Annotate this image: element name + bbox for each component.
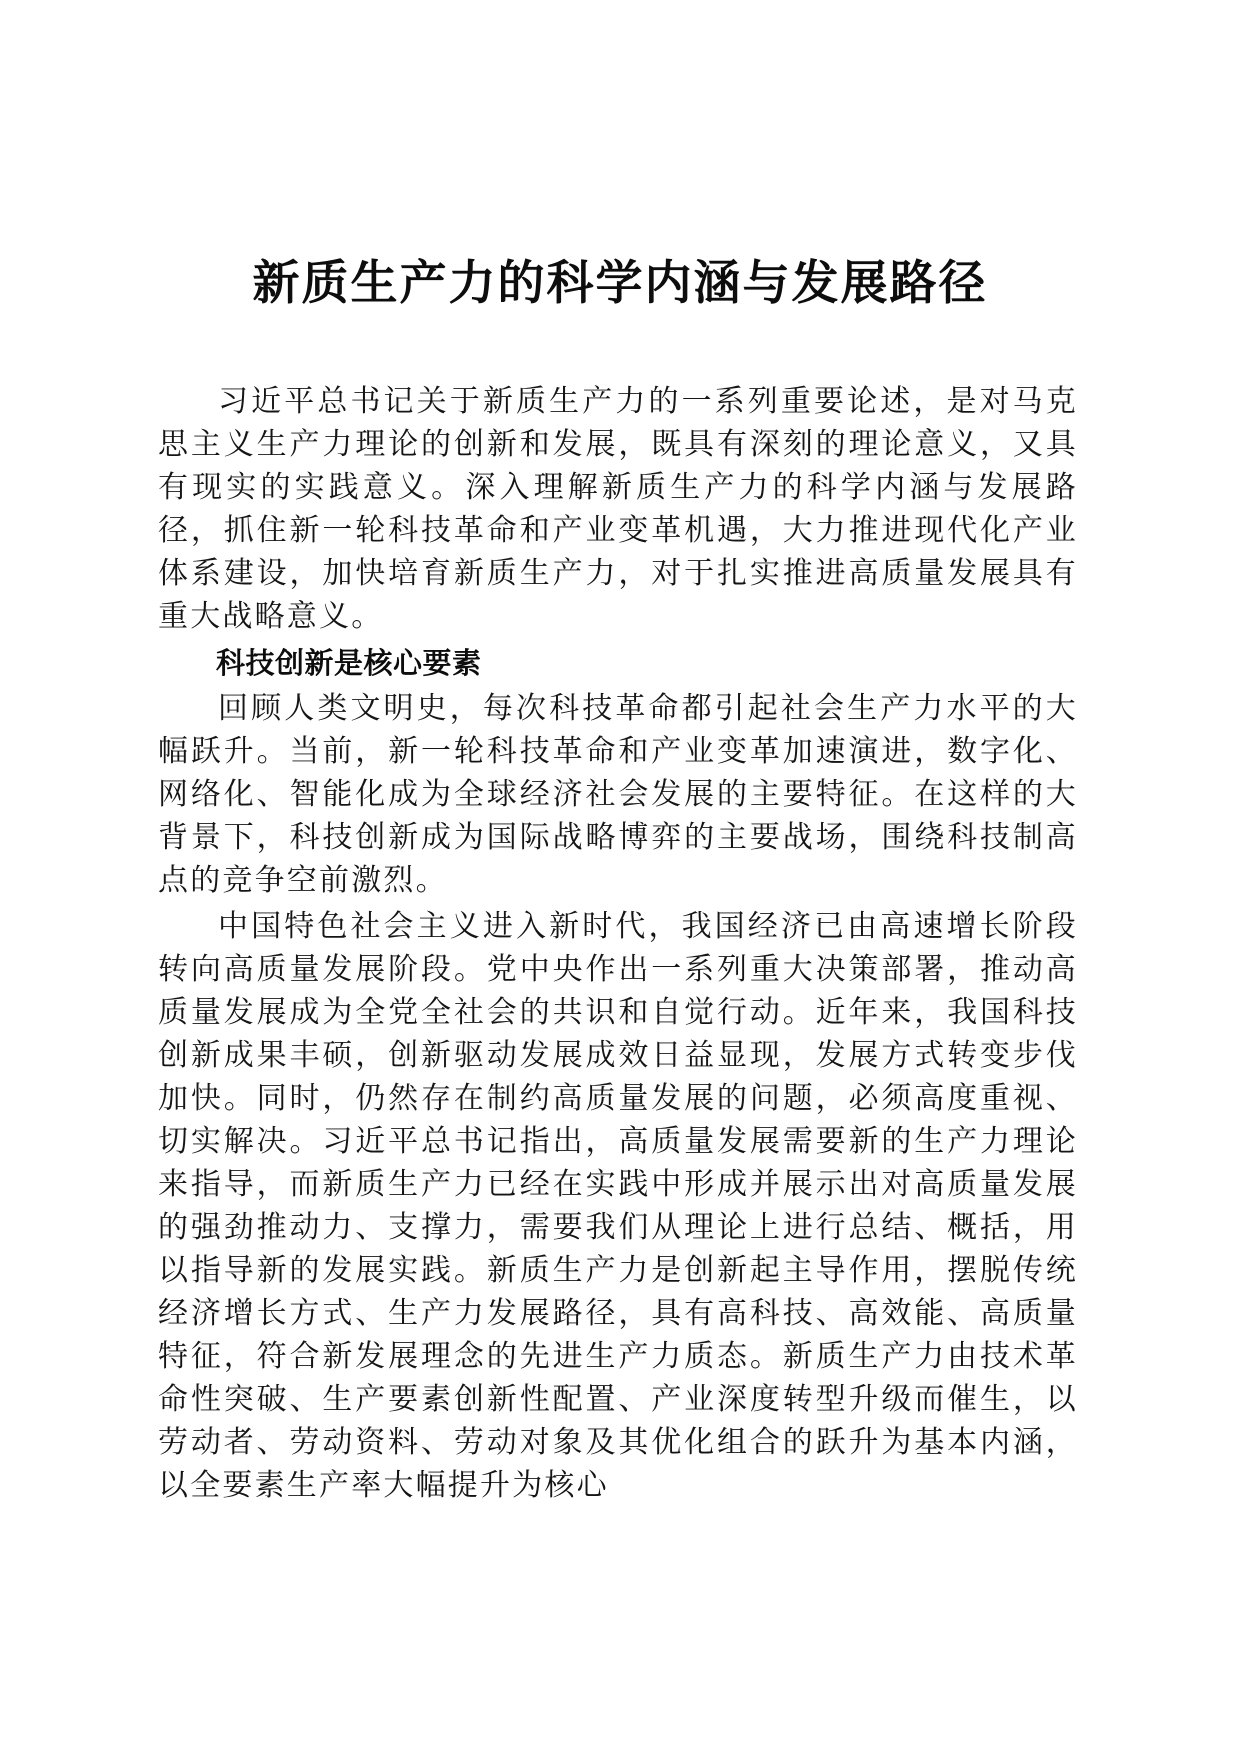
document-title: 新质生产力的科学内涵与发展路径	[252, 256, 988, 311]
intro-paragraph: 习近平总书记关于新质生产力的一系列重要论述，是对马克思主义生产力理论的创新和发展，既具有深刻的理论意义，又具有现实的实践意义。深入理解新质生产力的科学内涵与发展路径，抓住新一轮科技革命和产业变革机遇，大力推进现代化产业体系建设，加快培育新质生产力，对于扎实推进高质量发展具有重大战略意义。	[158, 384, 1078, 634]
section-paragraph-1: 回顾人类文明史，每次科技革命都引起社会生产力水平的大幅跃升。当前，新一轮科技革命和产业变革加速演进，数字化、网络化、智能化成为全球经济社会发展的主要特征。在这样的大背景下，科技创新成为国际战略博弈的主要战场，围绕科技制高点的竞争空前激烈。	[158, 691, 1078, 898]
document-body	[158, 380, 1078, 1507]
section-paragraph-2: 中国特色社会主义进入新时代，我国经济已由高速增长阶段转向高质量发展阶段。党中央作出一系列重大决策部署，推动高质量发展成为全党全社会的共识和自觉行动。近年来，我国科技创新成果丰硕，创新驱动发展成效日益显现，发展方式转变步伐加快。同时，仍然存在制约高质量发展的问题，必须高度重视、切实解决。习近平总书记指出，高质量发展需要新的生产力理论来指导，而新质生产力已经在实践中形成并展示出对高质量发展的强劲推动力、支撑力，需要我们从理论上进行总结、概括，用以指导新的发展实践。新质生产力是创新起主导作用，摆脱传统经济增长方式、生产力发展路径，具有高科技、高效能、高质量特征，符合新发展理念的先进生产力质态。新质生产力由技术革命性突破、生产要素创新性配置、产业深度转型升级而催生，以劳动者、劳动资料、劳动对象及其优化组合的跃升为基本内涵，以全要素生产率大幅提升为核心	[158, 909, 1078, 1503]
section-heading: 科技创新是核心要素	[216, 646, 482, 680]
